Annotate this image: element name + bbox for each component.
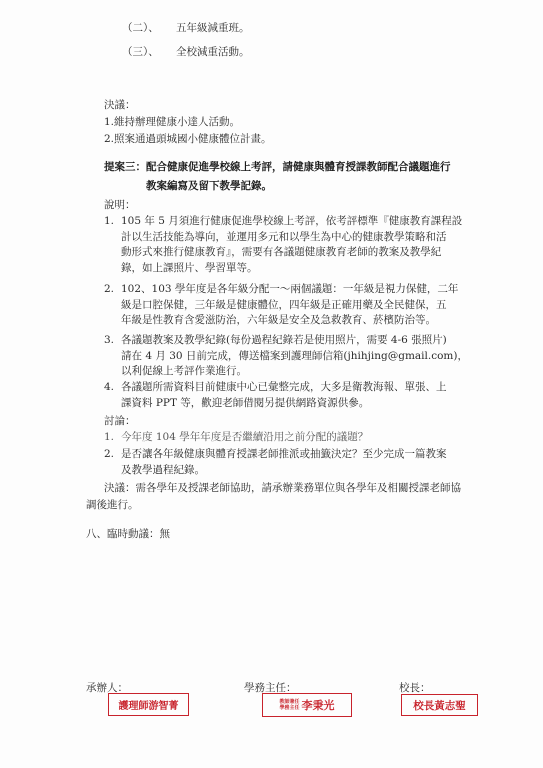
signature-label-principal: 校長： <box>399 682 431 694</box>
stamp-text: 校長黃志聖 <box>413 699 466 712</box>
stamp-title <box>279 699 299 711</box>
item-line: 以利促線上考評作業進行。 <box>121 365 247 377</box>
academic-director-seal-stamp <box>262 693 352 717</box>
item-line: 是否讓各年級健康與體育授課老師推派或抽籤決定？至少完成一篇教案 <box>121 448 447 460</box>
resolution-title: 決議： <box>104 99 136 111</box>
item-line: 請在 4 月 30 日前完成，傳送檔案到護理師信箱(jhihjing@gmail.com)， <box>121 349 468 362</box>
proposal-heading-cont: 教案編寫及留下教學記錄。 <box>146 180 272 192</box>
item-line: 各議題所需資料目前健康中心已彙整完成，大多是衛教海報、單張、上 <box>121 381 447 393</box>
resolution-line: 1.維持辦理健康小達人活動。 <box>104 116 241 128</box>
proposal-heading: 提案三：配合健康促進學校線上考評，請健康與體育授課教師配合議題進行 <box>104 161 451 173</box>
item-number: 2. <box>104 448 115 460</box>
stamp-name: 李秉光 <box>301 699 335 712</box>
item-line: 課資料 PPT 等，歡迎老師借閱另提供網路資源供參。 <box>121 396 370 409</box>
item-line: 錄，如上課照片、學習單等。 <box>121 261 258 274</box>
resolution-line: 2.照案通過頭城國小健康體位計畫。 <box>104 133 272 145</box>
signature-label-organizer: 承辦人： <box>86 682 128 694</box>
item-line: 及教學過程紀錄。 <box>121 463 205 476</box>
section-extempore-motion: 八、臨時動議：無 <box>86 528 170 540</box>
stamp-title-line: 教師兼任 <box>279 699 300 705</box>
signature-label-academic-director: 學務主任： <box>244 682 297 694</box>
item-number: 2. <box>104 283 115 295</box>
resolution-line: 決議：需各學年及授課老師協助，請承辦業務單位與各學年及相關授課老師協 <box>104 482 461 494</box>
explanation-title: 說明： <box>104 199 136 211</box>
item-line: 102、103 學年度是各年級分配一～兩個議題：一年級是視力保健，二年 <box>121 283 459 295</box>
item-line: 今年度 104 學年年度是否繼續沿用之前分配的議題？ <box>121 431 369 443</box>
discussion-title: 討論： <box>104 415 136 427</box>
list-item-text: 全校減重活動。 <box>176 46 250 58</box>
item-line: 動形式來推行健康教育』，需要有各議題健康教育老師的教案及教學紀 <box>121 246 442 258</box>
item-number: 1. <box>104 215 115 227</box>
item-number: 4. <box>104 381 115 393</box>
organizer-seal-stamp <box>108 693 189 716</box>
stamp-text: 護理師游智菁 <box>118 701 179 712</box>
item-line: 年級是性教育含愛滋防治，六年級是安全及急救教育、菸檳防治等。 <box>121 314 436 326</box>
item-number: 3. <box>104 334 115 346</box>
item-line: 105 年 5 月須進行健康促進學校線上考評，依考評標準『健康教育課程設 <box>121 215 463 227</box>
principal-seal-stamp <box>401 694 478 716</box>
stamp-title-line: 學務主任 <box>279 705 300 711</box>
item-line: 計以生活技能為導向，並運用多元和以學生為中心的健康教學策略和活 <box>121 230 447 243</box>
item-number: 1. <box>104 431 115 443</box>
list-item-text: 五年級減重班。 <box>176 22 250 34</box>
list-item-number: （三）、 <box>122 46 159 58</box>
item-line: 各議題教案及教學紀錄(每份過程紀錄若是使用照片，需要 4-6 張照片) <box>121 334 447 346</box>
list-item-number: （二）、 <box>122 22 159 34</box>
resolution-line-cont: 調後進行。 <box>86 499 139 511</box>
item-line: 級是口腔保健，三年級是健康體位，四年級是正確用藥及全民健保，五 <box>121 298 447 311</box>
